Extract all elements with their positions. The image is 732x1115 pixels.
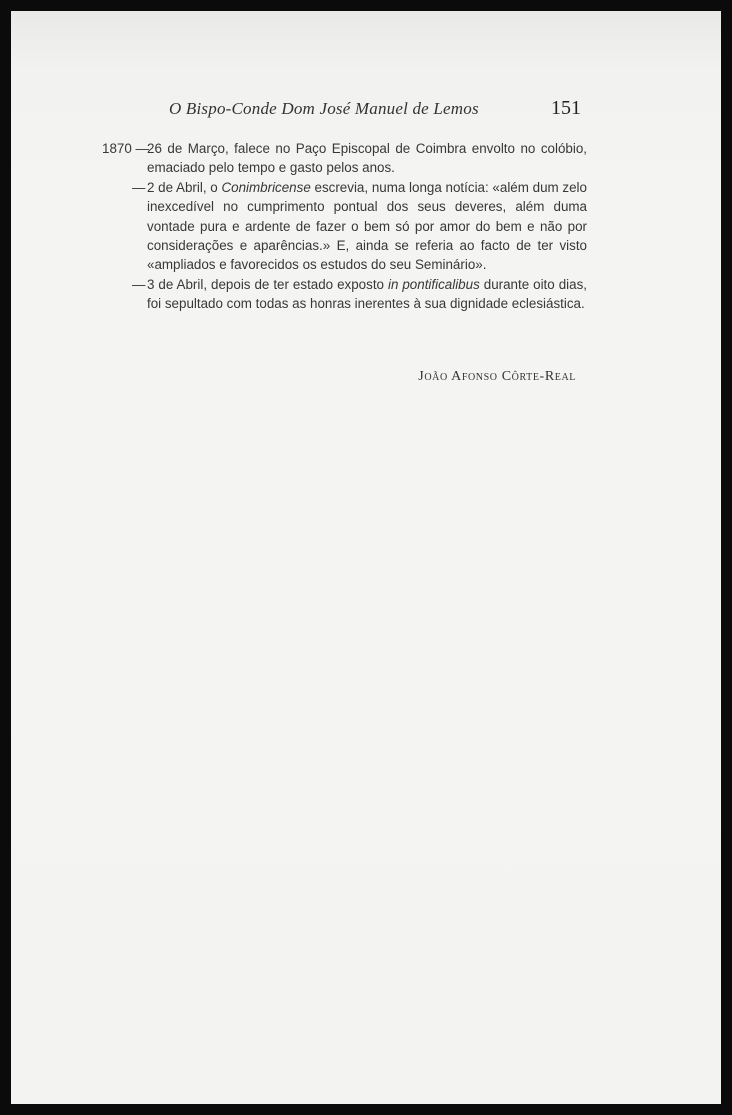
- author-signature: João Afonso Côrte-Real: [418, 369, 576, 384]
- entry-dash: —: [132, 276, 146, 292]
- entry-text: 26 de Março, falece no Paço Episcopal de Coimbra envolto no colóbio, emaciado pelo tempo e gasto pelos anos.: [147, 141, 587, 176]
- entry-text: [147, 178, 587, 275]
- page-header: [169, 99, 581, 125]
- entry-text-part: durante oito dias, foi sepultado com todas as honras inerentes à sua dignidade eclesiástica.: [147, 276, 587, 312]
- entry-1870-march-26: [102, 139, 587, 178]
- entry-text-part: 2 de Abril, o: [147, 179, 222, 195]
- chronology-entries: [102, 139, 587, 314]
- entry-year-label: 1870 —: [102, 141, 149, 156]
- page-number: 151: [551, 97, 581, 119]
- entry-text-part: escrevia, numa longa notícia: «além dum zelo inexcedível no cumprimento pontual dos seus deveres, além duma vontade pura e ardente de fazer o bem só por amor do bem e não por considerações e aparências.» E, ainda se referia ao facto de ter visto «ampliados e favorecidos os estudos do seu Seminário».: [147, 179, 587, 273]
- entry-dash: —: [132, 179, 146, 195]
- latin-phrase: in pontificalibus: [387, 276, 480, 292]
- book-page: [11, 11, 721, 1104]
- running-title: O Bispo-Conde Dom José Manuel de Lemos: [169, 99, 479, 118]
- entry-text: [147, 275, 587, 314]
- entry-april-2: [102, 178, 587, 275]
- entry-april-3: [102, 275, 587, 314]
- entry-text-part: 3 de Abril, depois de ter estado exposto: [147, 276, 388, 292]
- newspaper-title: Conimbricense: [221, 179, 311, 195]
